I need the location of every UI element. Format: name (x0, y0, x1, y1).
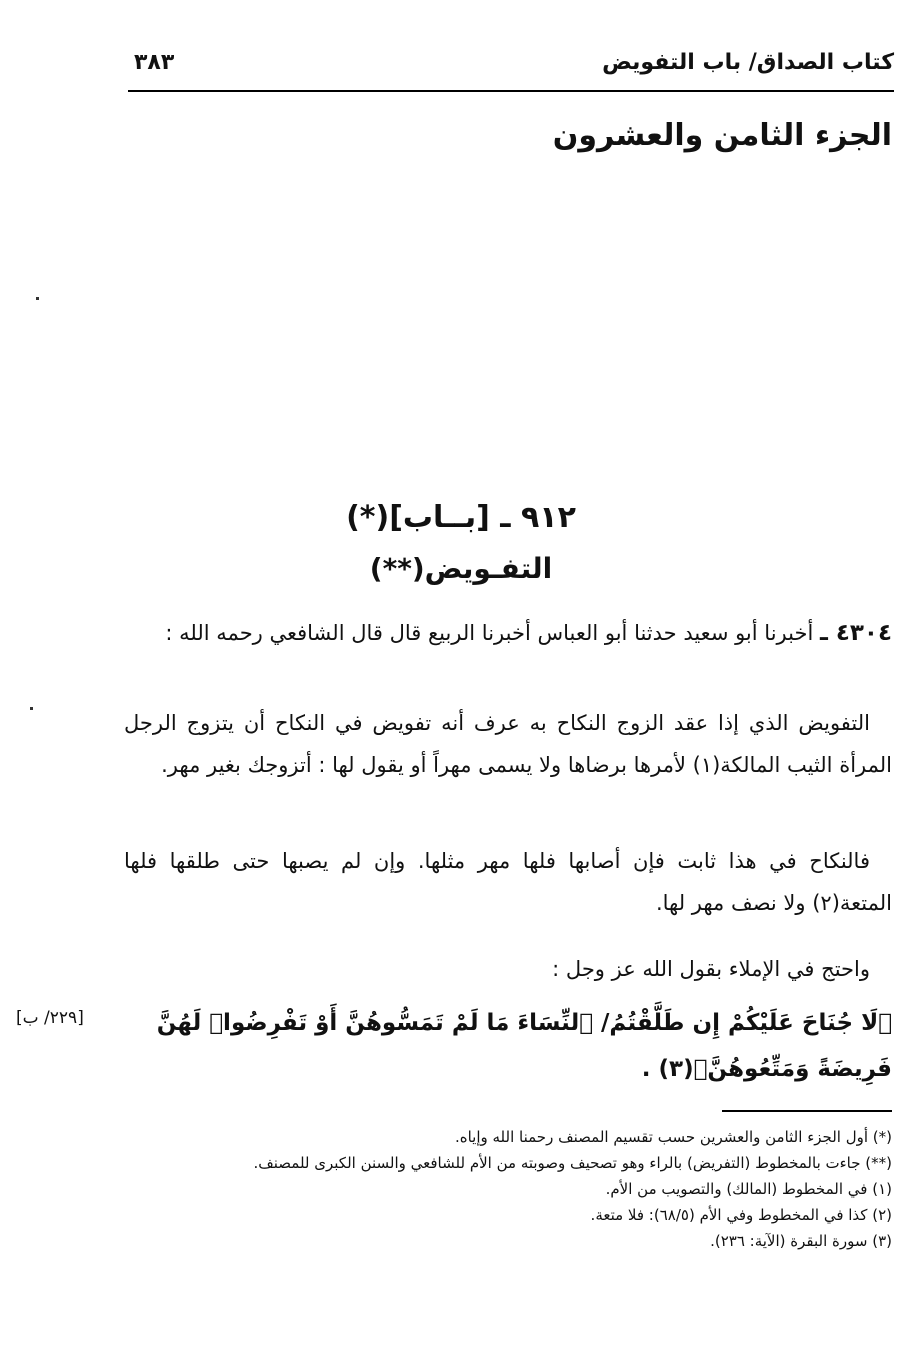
header-title: كتاب الصداق/ باب التفويض (602, 50, 894, 75)
paragraph-4304 (124, 612, 892, 654)
paragraph-ruling: فالنكاح في هذا ثابت فإن أصابها فلها مهر مثلها. وإن لم يصبها حتى طلقها فلها المتعة(٢) ولا نصف مهر لها. (124, 849, 892, 915)
footnote-item: (٣) سورة البقرة (الآية: ٢٣٦). (710, 1232, 892, 1250)
running-header (128, 42, 894, 92)
footnote-divider (722, 1110, 892, 1112)
scan-speck (36, 297, 39, 300)
footnotes (112, 1124, 892, 1254)
footnote-item: (*) أول الجزء الثامن والعشرين حسب تقسيم المصنف رحمنا الله وإياه. (454, 1128, 892, 1146)
chapter-heading: ٩١٢ ـ [بــاب](*) (346, 500, 576, 535)
paragraph-argument: واحتج في الإملاء بقول الله عز وجل : (552, 957, 870, 981)
footnote-item: (٢) كذا في المخطوط وفي الأم (٦٨/٥): فلا متعة. (590, 1206, 892, 1224)
quran-verse: ﴿لَا جُنَاحَ عَلَيْكُمْ إِن طَلَّقْتُمُ/ ٱلنِّسَاءَ مَا لَمْ تَمَسُّوهُنَّ أَوْ تَفْرِضُوا۟ لَهُنَّ فَرِيضَةً وَمَتِّعُوهُنَّ﴾(٣) . (156, 1010, 892, 1082)
hadith-number: ٤٣٠٤ ـ (819, 620, 892, 646)
part-title: الجزء الثامن والعشرون (552, 118, 892, 153)
chapter-subheading: التفـويض(**) (369, 552, 553, 585)
footnote-item: (**) جاءت بالمخطوط (التفريض) بالراء وهو تصحيف وصوبته من الأم للشافعي والسنن الكبرى للمصنف. (253, 1154, 892, 1172)
paragraph-definition: التفويض الذي إذا عقد الزوج النكاح به عرف أنه تفويض في النكاح أن يتزوج الرجل المرأة الثيب المالكة(١) لأمرها برضاها ولا يسمى مهراً أو يقول لها : أتزوجك بغير مهر. (124, 711, 892, 777)
paragraph-text: أخبرنا أبو سعيد حدثنا أبو العباس أخبرنا الربيع قال قال الشافعي رحمه الله : (165, 621, 814, 645)
manuscript-folio-ref: [٢٢٩/ ب] (16, 1008, 84, 1028)
scan-speck (30, 707, 33, 710)
page-number: ٣٨٣ (134, 50, 175, 75)
footnote-item: (١) في المخطوط (المالك) والتصويب من الأم. (605, 1180, 892, 1198)
